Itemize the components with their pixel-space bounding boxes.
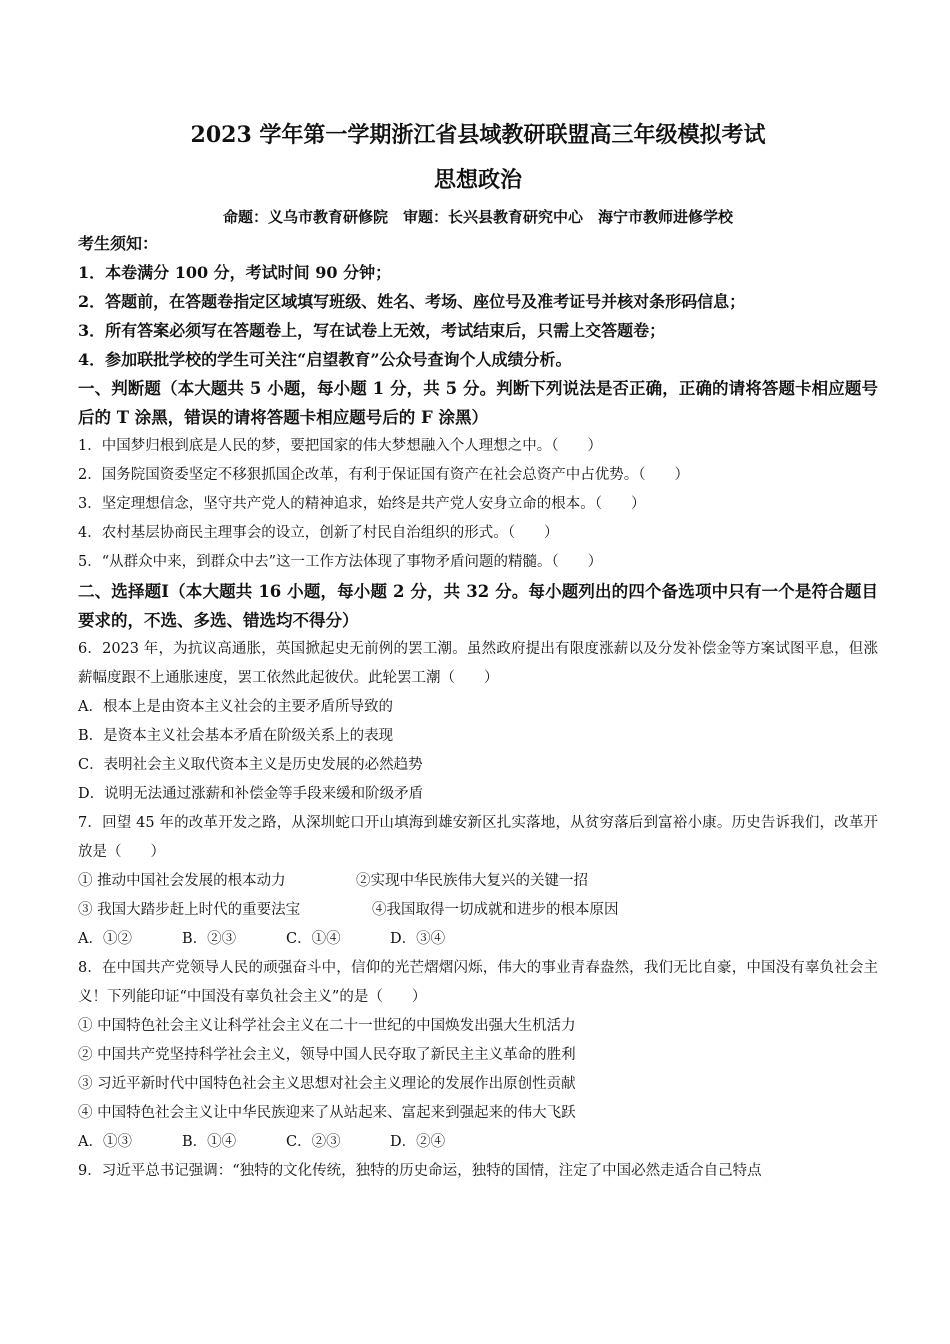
question-8-option-d: D．②④ (390, 1134, 446, 1150)
question-9-stem: 9．习近平总书记强调：“独特的文化传统，独特的历史命运，独特的国情，注定了中国必然走适合自己特点 (78, 1163, 762, 1179)
question-6-option-d: D．说明无法通过涨薪和补偿金等手段来缓和阶级矛盾 (78, 786, 424, 802)
question-8-statement: ② 中国共产党坚持科学社会主义，领导中国人民夺取了新民主主义革命的胜利 (78, 1047, 576, 1063)
question-7-statement: ④我国取得一切成就和进步的根本原因 (372, 902, 619, 918)
question-8-stem: 8．在中国共产党领导人民的顽强奋斗中，信仰的光芒熠熠闪烁，伟大的事业青春盎然，我们无比自豪，中国没有辜负社会主义！下列能印证“中国没有辜负社会主义”的是（ ） (78, 960, 878, 1005)
judge-question: 1．中国梦归根到底是人民的梦，要把国家的伟大梦想融入个人理想之中。（ ） (78, 438, 602, 454)
judge-question: 2．国务院国资委坚定不移狠抓国企改革，有利于保证国有资产在社会总资产中占优势。（ ） (78, 467, 689, 483)
exam-authors: 命题：义乌市教育研修院 审题：长兴县教育研究中心 海宁市教师进修学校 (222, 208, 733, 226)
notice-item: 2．答题前，在答题卷指定区域填写班级、姓名、考场、座位号及准考证号并核对条形码信息； (78, 292, 746, 311)
exam-subject: 思想政治 (433, 167, 522, 193)
notice-heading: 考生须知： (78, 234, 159, 253)
notice-item: 1．本卷满分 100 分，考试时间 90 分钟； (78, 263, 392, 282)
question-7-options (78, 925, 878, 954)
question-7-option-a: A．①② (78, 931, 132, 947)
section1-heading: 一、判断题（本大题共 5 小题，每小题 1 分，共 5 分。判断下列说法是否正确，正确的请将答题卡相应题号后的 T 涂黑，错误的请将答题卡相应题号后的 F 涂黑） (78, 379, 878, 427)
section2-heading: 二、选择题Ⅰ（本大题共 16 小题，每小题 2 分，共 32 分。每小题列出的四个备选项中只有一个是符合题目要求的，不选、多选、错选均不得分） (78, 582, 878, 630)
judge-question: 3．坚定理想信念，坚守共产党人的精神追求，始终是共产党人安身立命的根本。（ ） (78, 496, 646, 512)
question-8-statement: ④ 中国特色社会主义让中华民族迎来了从站起来、富起来到强起来的伟大飞跃 (78, 1105, 576, 1121)
question-8-option-b: B．①④ (182, 1134, 237, 1150)
question-7-option-b: B．②③ (182, 931, 237, 947)
question-6-option-b: B．是资本主义社会基本矛盾在阶级关系上的表现 (78, 728, 394, 744)
notice-item: 4．参加联批学校的学生可关注“启望教育”公众号查询个人成绩分析。 (78, 350, 572, 369)
judge-question: 4．农村基层协商民主理事会的设立，创新了村民自治组织的形式。（ ） (78, 525, 559, 541)
question-7-statement: ③ 我国大踏步赶上时代的重要法宝 (78, 902, 301, 918)
question-7-statements-row-2 (78, 896, 878, 925)
question-8-statement: ③ 习近平新时代中国特色社会主义思想对社会主义理论的发展作出原创性贡献 (78, 1076, 576, 1092)
question-7-statement: ① 推动中国社会发展的根本动力 (78, 873, 286, 889)
question-7-stem: 7．回望 45 年的改革开发之路，从深圳蛇口开山填海到雄安新区扎实落地，从贫穷落后到富裕小康。历史告诉我们，改革开放是（ ） (78, 815, 878, 860)
question-7-option-c: C．①④ (286, 931, 341, 947)
exam-title: 2023 学年第一学期浙江省县域教研联盟高三年级模拟考试 (190, 122, 766, 148)
question-8-option-c: C．②③ (286, 1134, 341, 1150)
question-8-options (78, 1128, 878, 1157)
question-7-option-d: D．③④ (390, 931, 446, 947)
question-6-option-a: A．根本上是由资本主义社会的主要矛盾所导致的 (78, 699, 393, 715)
question-8-option-a: A．①③ (78, 1134, 132, 1150)
exam-page (78, 118, 878, 1186)
question-6-stem: 6．2023 年，为抗议高通胀，英国掀起史无前例的罢工潮。虽然政府提出有限度涨薪以及分发补偿金等方案试图平息，但涨薪幅度跟不上通胀速度，罢工依然此起彼伏。此轮罢工潮（ ） (78, 641, 878, 686)
question-7-statements-row-1 (78, 867, 878, 896)
judge-question: 5．“从群众中来，到群众中去”这一工作方法体现了事物矛盾问题的精髓。（ ） (78, 554, 603, 570)
notice-item: 3．所有答案必须写在答题卷上，写在试卷上无效，考试结束后，只需上交答题卷； (78, 321, 666, 340)
question-6-option-c: C．表明社会主义取代资本主义是历史发展的必然趋势 (78, 757, 423, 773)
question-7-statement: ②实现中华民族伟大复兴的关键一招 (356, 873, 588, 889)
question-8-statement: ① 中国特色社会主义让科学社会主义在二十一世纪的中国焕发出强大生机活力 (78, 1018, 576, 1034)
